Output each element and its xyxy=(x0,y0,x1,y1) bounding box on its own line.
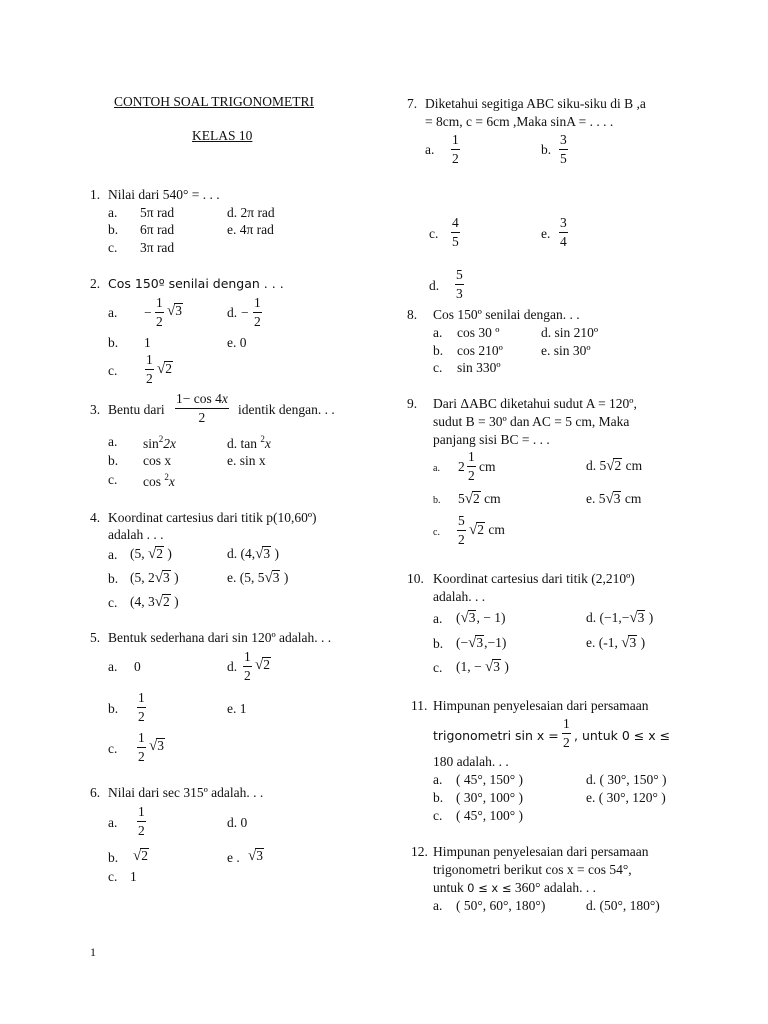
option-label: b. xyxy=(433,636,444,651)
option-b: (−√3,−1) xyxy=(456,635,507,651)
option-label: b. xyxy=(433,495,441,506)
option-label: d. xyxy=(429,278,440,293)
option-a: $\sin^22x$ xyxy=(143,434,177,451)
question-text: Cos 150º senilai dengan. . . xyxy=(433,307,580,322)
option-label: b. xyxy=(108,335,119,350)
option-e: e. 0 xyxy=(227,335,247,350)
option-label: c. xyxy=(108,240,118,255)
question-text-line-2a: trigonometri sin x = xyxy=(433,728,559,743)
fraction-one-half: 1 2 xyxy=(138,730,145,764)
question-number: 11. xyxy=(411,698,428,713)
question-text-line-1: Himpunan penyelesaian dari persamaan xyxy=(433,698,649,713)
option-label: c. xyxy=(433,808,443,823)
fraction-one-half: 1 2 xyxy=(138,690,145,724)
option-label: b. xyxy=(108,701,119,716)
option-a: ( 50°, 60°, 180°) xyxy=(456,898,546,913)
option-label: a. xyxy=(433,325,443,340)
option-b: (5, 2√3 ) xyxy=(130,570,179,586)
option-c: 1 xyxy=(130,869,137,884)
option-label: a. xyxy=(108,205,118,220)
option-e: e. 1 xyxy=(227,701,247,716)
option-c: 3π rad xyxy=(140,240,175,255)
option-label: c. xyxy=(108,363,118,378)
option-d: d. ( 30°, 150° ) xyxy=(586,772,667,787)
question-number: 2. xyxy=(90,276,101,291)
question-number: 9. xyxy=(407,396,418,411)
option-a: cos 30 º xyxy=(457,325,500,340)
question-text-line-1: Dari ΔABC diketahui sudut A = 120º, xyxy=(433,396,637,411)
option-a: 0 xyxy=(134,659,141,674)
option-label: e. xyxy=(541,226,551,241)
option-label: a. xyxy=(108,305,118,320)
question-number: 12. xyxy=(411,844,428,859)
sqrt-three: √3 xyxy=(167,303,182,319)
option-e: e. ( 30°, 120° ) xyxy=(586,790,666,805)
option-c: ( 45°, 100° ) xyxy=(456,808,524,823)
fraction-one-half: 1 2 xyxy=(138,804,145,838)
option-e: e. (-1, √3 ) xyxy=(586,635,646,651)
fraction: 5 3 xyxy=(456,267,463,301)
fraction-five-half: 5 2 xyxy=(458,513,465,547)
option-e: e . xyxy=(227,850,240,865)
option-c: (4, 3√2 ) xyxy=(130,594,179,610)
question-text-line-3: untuk 0 ≤ x ≤ 360° adalah. . . xyxy=(433,880,597,895)
option-b: cos x xyxy=(143,453,172,468)
minus-sign: − xyxy=(144,305,152,320)
question-number: 1. xyxy=(90,187,101,202)
option-label: a. xyxy=(433,463,440,474)
document-title: CONTOH SOAL TRIGONOMETRI xyxy=(114,94,315,109)
option-label: c. xyxy=(433,660,443,675)
option-d: d. (50°, 180°) xyxy=(586,898,660,913)
question-text-line-2: sudut B = 30º dan AC = 5 cm, Maka xyxy=(433,414,630,429)
fraction: 3 4 xyxy=(560,215,567,249)
question-text-line-1: Koordinat cartesius dari titik (2,210º) xyxy=(433,571,635,586)
question-text-line-2: adalah. . . xyxy=(433,589,486,604)
sqrt-three: √3 xyxy=(149,738,164,754)
option-c: cos $^2$x xyxy=(143,472,175,489)
option-label: c. xyxy=(108,595,118,610)
question-number: 10. xyxy=(407,571,424,586)
delta-icon: Δ xyxy=(460,396,470,411)
option-d: d. 5√2 cm xyxy=(586,458,643,474)
option-label: d. xyxy=(227,659,238,674)
option-c: sin 330º xyxy=(457,360,501,375)
option-label: c. xyxy=(433,360,443,375)
option-b: cos 210º xyxy=(457,343,503,358)
option-label: d. xyxy=(227,305,238,320)
question-text: Bentu dari xyxy=(108,402,165,417)
option-label: a. xyxy=(108,659,118,674)
question-number: 5. xyxy=(90,630,101,645)
fraction: 1 2 xyxy=(452,132,459,166)
option-label: c. xyxy=(108,869,118,884)
question-number: 8. xyxy=(407,307,418,322)
sqrt-two: √2 xyxy=(255,657,270,673)
option-a: (√3, − 1) xyxy=(456,610,506,626)
option-label: c. xyxy=(108,472,118,487)
option-label: a. xyxy=(433,611,443,626)
fraction: 4 5 xyxy=(452,215,459,249)
option-label: a. xyxy=(433,898,443,913)
minus-sign: − xyxy=(241,305,249,320)
sqrt-two-cm: √2 cm xyxy=(469,522,505,538)
question-number: 6. xyxy=(90,785,101,800)
option-e: e. sin 30º xyxy=(541,343,591,358)
option-e: e. sin x xyxy=(227,453,266,468)
question-number: 4. xyxy=(90,510,101,525)
sqrt-two: √2 xyxy=(157,361,172,377)
option-b: ( 30°, 100° ) xyxy=(456,790,524,805)
question-text-line-2: = 8cm, c = 6cm ,Maka sinA = . . . . xyxy=(425,114,614,129)
option-label: b. xyxy=(433,343,444,358)
fraction-one-half: 1 2 xyxy=(244,649,251,683)
option-a: 5π rad xyxy=(140,205,175,220)
unit-cm: cm xyxy=(479,459,496,474)
question-text-line-2b: , untuk 0 ≤ x ≤ xyxy=(574,728,671,743)
fraction-one-half: 1 2 xyxy=(563,716,570,750)
option-label: b. xyxy=(541,142,552,157)
option-label: b. xyxy=(433,790,444,805)
option-e: e. 5√3 cm xyxy=(586,491,642,507)
mixed-whole: 2 xyxy=(458,459,465,474)
sqrt-three: √3 xyxy=(248,848,263,864)
option-label: a. xyxy=(433,772,443,787)
fraction-one-half: 1 2 xyxy=(146,352,153,386)
sqrt-two: √2 xyxy=(133,848,148,864)
question-text: Nilai dari sec 315º adalah. . . xyxy=(108,785,264,800)
option-d: d. (4,√3 ) xyxy=(227,546,279,562)
option-label: c. xyxy=(108,741,118,756)
option-d: d. 2π rad xyxy=(227,205,275,220)
question-text-line-1: Koordinat cartesius dari titik p(10,60º) xyxy=(108,510,317,525)
question-text: Bentuk sederhana dari sin 120º adalah. . . xyxy=(108,630,332,645)
option-e: e. 4π rad xyxy=(227,222,274,237)
option-d: d. 0 xyxy=(227,815,248,830)
fraction-expression: 1− cos 4x 2 xyxy=(176,391,228,425)
fraction-one-half: 1 2 xyxy=(254,295,261,329)
option-label: b. xyxy=(108,850,119,865)
question-text: Cos 150º senilai dengan . . . xyxy=(108,276,284,291)
option-a: ( 45°, 150° ) xyxy=(456,772,524,787)
option-e: e. (5, 5√3 ) xyxy=(227,570,289,586)
option-b: 5√2 cm xyxy=(458,491,501,507)
question-number: 7. xyxy=(407,96,418,111)
question-text: Nilai dari 540° = . . . xyxy=(108,187,220,202)
question-text-line-1: Himpunan penyelesaian dari persamaan xyxy=(433,844,649,859)
option-label: c. xyxy=(429,226,439,241)
option-d: d. sin 210º xyxy=(541,325,599,340)
option-label: b. xyxy=(108,571,119,586)
fraction-one-half: 1 2 xyxy=(468,449,475,483)
option-label: a. xyxy=(425,142,435,157)
question-text-line-3: 180 adalah. . . xyxy=(433,754,509,769)
question-text-line-2: trigonometri berikut cos x = cos 54°, xyxy=(433,862,632,877)
fraction: 3 5 xyxy=(560,132,567,166)
option-d: d. (−1,−√3 ) xyxy=(586,610,654,626)
question-number: 3. xyxy=(90,402,101,417)
option-label: a. xyxy=(108,547,118,562)
option-d: d. tan $^2$x xyxy=(227,434,271,451)
option-label: a. xyxy=(108,815,118,830)
option-label: b. xyxy=(108,222,119,237)
option-label: a. xyxy=(108,434,118,449)
question-text-line-3: panjang sisi BC = . . . xyxy=(433,432,550,447)
fraction-one-half: 1 2 xyxy=(156,295,163,329)
option-b: 6π rad xyxy=(140,222,175,237)
option-c: (1, − √3 ) xyxy=(456,659,509,675)
question-text-tail: identik dengan. . . xyxy=(238,402,335,417)
option-b: 1 xyxy=(144,335,151,350)
option-label: c. xyxy=(433,527,440,538)
page-number: 1 xyxy=(90,945,96,959)
option-a: (5, √2 ) xyxy=(130,546,172,562)
question-text-line-2: adalah . . . xyxy=(108,527,164,542)
document-subtitle: KELAS 10 xyxy=(192,128,253,143)
question-text-line-1: Diketahui segitiga ABC siku-siku di B ,a xyxy=(425,96,646,111)
option-label: b. xyxy=(108,453,119,468)
